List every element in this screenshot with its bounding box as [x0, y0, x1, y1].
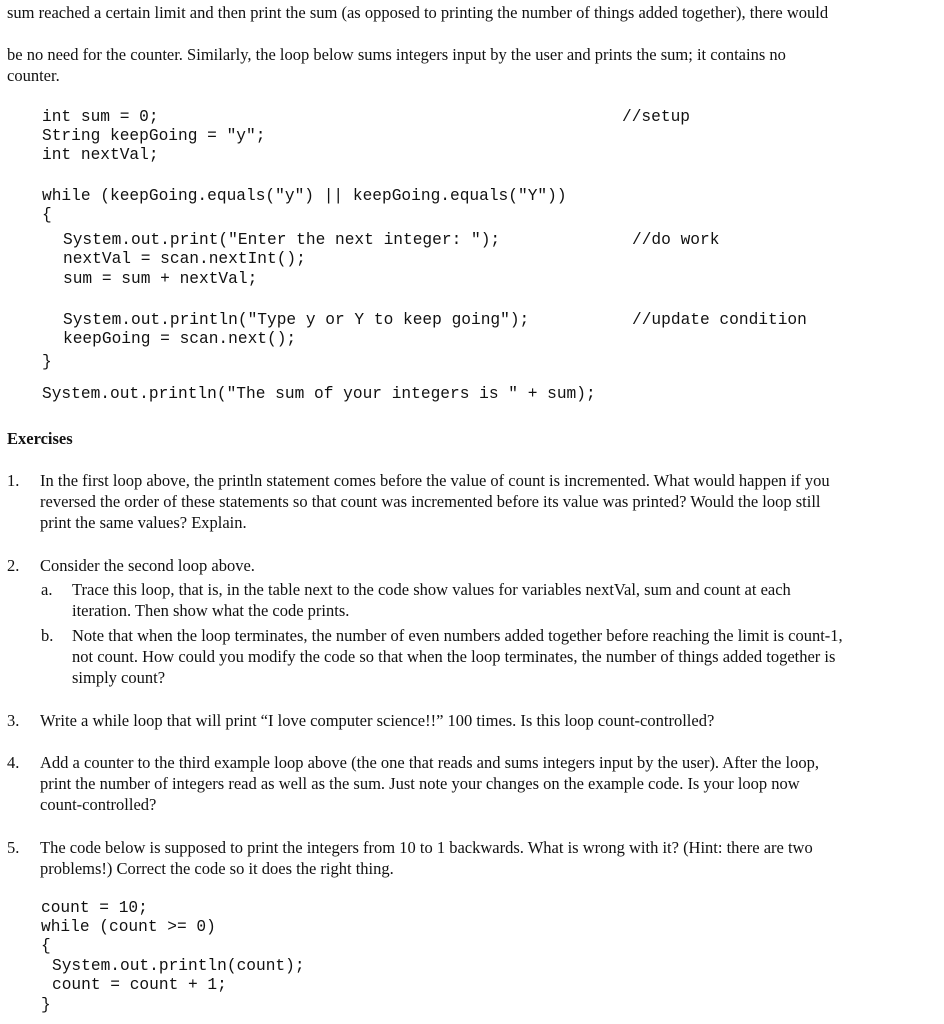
code-comment-do-work: //do work [632, 231, 720, 249]
subitem-letter: b. [41, 626, 54, 645]
code-line: keepGoing = scan.next(); [63, 330, 297, 348]
exercise-number: 5. [7, 838, 20, 857]
subitem-text-line: Note that when the loop terminates, the number of even numbers added together before reaching the limit is count-1, [72, 626, 843, 645]
code-line: System.out.println(count); [52, 957, 305, 975]
intro-line-2: be no need for the counter. Similarly, the loop below sums integers input by the user and prints the sum; it contains no [7, 45, 786, 64]
code-line: count = count + 1; [52, 976, 227, 994]
code-line: System.out.println("The sum of your integers is " + sum); [42, 385, 596, 403]
code-line: count = 10; [41, 899, 148, 917]
exercise-text-line: Add a counter to the third example loop above (the one that reads and sums integers input by the user). After the loop, [40, 753, 819, 772]
subitem-letter: a. [41, 580, 53, 599]
exercise-text-line: Consider the second loop above. [40, 556, 255, 575]
exercise-number: 2. [7, 556, 20, 575]
exercise-text-line: count-controlled? [40, 795, 157, 814]
subitem-text-line: iteration. Then show what the code prints. [72, 601, 350, 620]
code-line: String keepGoing = "y"; [42, 127, 266, 145]
exercise-text-line: The code below is supposed to print the integers from 10 to 1 backwards. What is wrong with it? (Hint: there are two [40, 838, 813, 857]
code-comment-setup: //setup [622, 108, 690, 126]
code-line: sum = sum + nextVal; [63, 270, 258, 288]
exercise-text-line: print the number of integers read as well as the sum. Just note your changes on the example code. Is your loop now [40, 774, 800, 793]
exercise-number: 4. [7, 753, 20, 772]
exercise-text-line: print the same values? Explain. [40, 513, 247, 532]
code-line: int nextVal; [42, 146, 159, 164]
code-comment-update: //update condition [632, 311, 807, 329]
exercise-text-line: Write a while loop that will print “I love computer science!!” 100 times. Is this loop count-controlled? [40, 711, 715, 730]
code-line: int sum = 0; [42, 108, 159, 126]
code-line: while (keepGoing.equals("y") || keepGoing.equals("Y")) [42, 187, 567, 205]
code-line: } [42, 353, 52, 371]
exercise-text-line: In the first loop above, the println statement comes before the value of count is incremented. What would happen if you [40, 471, 830, 490]
code-line: System.out.print("Enter the next integer: "); [63, 231, 501, 249]
subitem-text-line: Trace this loop, that is, in the table next to the code show values for variables nextVal, sum and count at each [72, 580, 791, 599]
code-line: } [41, 996, 51, 1014]
exercise-text-line: problems!) Correct the code so it does the right thing. [40, 859, 394, 878]
code-line: while (count >= 0) [41, 918, 216, 936]
code-line: { [41, 937, 51, 955]
exercise-number: 1. [7, 471, 20, 490]
code-line: System.out.println("Type y or Y to keep going"); [63, 311, 530, 329]
subitem-text-line: simply count? [72, 668, 166, 687]
intro-line-1: sum reached a certain limit and then print the sum (as opposed to printing the number of things added together), there would [7, 3, 829, 22]
code-line: nextVal = scan.nextInt(); [63, 250, 306, 268]
exercise-number: 3. [7, 711, 20, 730]
code-line: { [42, 206, 52, 224]
intro-line-3: counter. [7, 66, 60, 85]
exercise-text-line: reversed the order of these statements so that count was incremented before its value was printed? Would the loop still [40, 492, 821, 511]
subitem-text-line: not count. How could you modify the code so that when the loop terminates, the number of things added together is [72, 647, 836, 666]
exercises-heading: Exercises [7, 429, 73, 448]
